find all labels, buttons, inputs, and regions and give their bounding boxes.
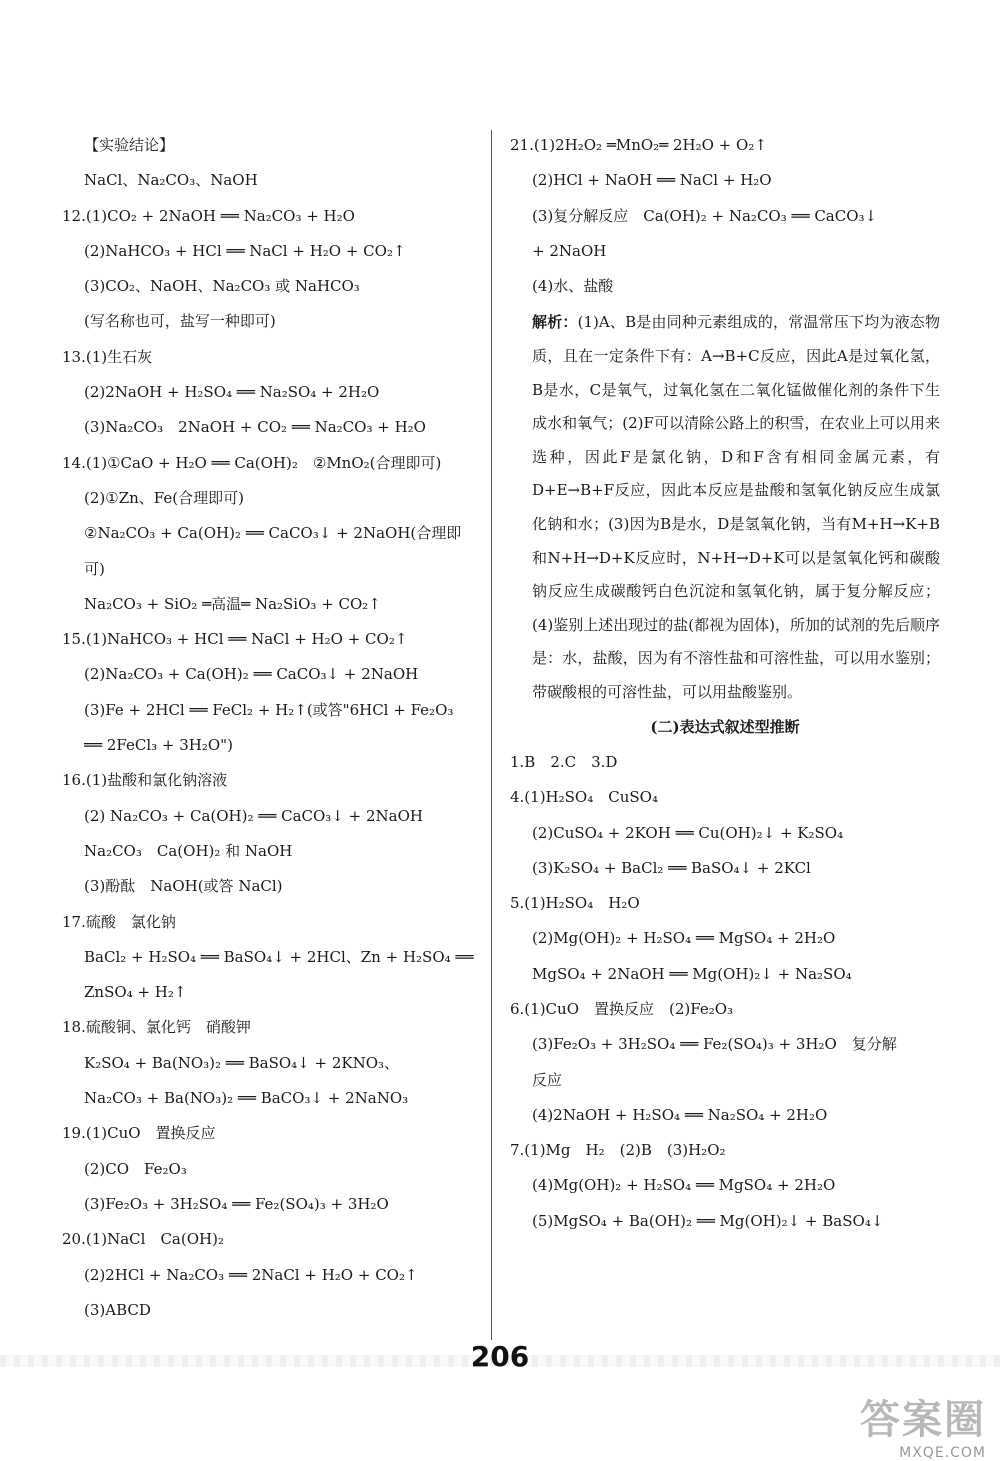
section-heading: (二)表达式叙述型推断 [650, 717, 800, 736]
answer-line: (3)Na₂CO₃ 2NaOH + CO₂ ══ Na₂CO₃ + H₂O [84, 418, 426, 437]
analysis-text: (1)A、B是由同种元素组成的，常温常压下均为液态物质，且在一定条件下有：A→B+C反应，因此A是过氧化氢，B是水，C是氧气，过氧化氢在二氧化锰做催化剂的条件下生成水和氧气；(2)F可以清除公路上的积雪，在农业上可以用来选种，因此F是氯化钠，D和F含有相同金属元素，有D+E→B+F反应，因此本反应是盐酸和氢氧化钠反应生成氯化钠和水；(3)因为B是水，D是氢氧化钠，当有M+H→K+B和N+H→D+K反应时，N+H→D+K可以是氢氧化钙和碳酸钠反应生成碳酸钙白色沉淀和氢氧化钠，属于复分解反应；(4)鉴别上述出现过的盐(都视为固体)，所加的试剂的先后顺序是：水，盐酸，因为有不溶性盐和可溶性盐，可以用水鉴别；带碳酸根的可溶性盐，可以用盐酸鉴别。 [532, 313, 940, 702]
answer-line: 18.硫酸铜、氯化钙 硝酸钾 [62, 1018, 251, 1037]
answer-line: 16.(1)盐酸和氯化钠溶液 [62, 771, 228, 790]
answer-line: (2)①Zn、Fe(合理即可) [84, 488, 244, 507]
analysis-paragraph [510, 306, 940, 709]
answer-line: 7.(1)Mg H₂ (2)B (3)H₂O₂ [510, 1141, 726, 1160]
answer-line: (5)MgSO₄ + Ba(OH)₂ ══ Mg(OH)₂↓ + BaSO₄↓ [532, 1211, 884, 1230]
answer-line: (3)ABCD [84, 1300, 151, 1319]
page-number: 206 [470, 1340, 530, 1373]
answer-line: (4)Mg(OH)₂ + H₂SO₄ ══ MgSO₄ + 2H₂O [532, 1176, 836, 1195]
answer-line: 可) [84, 559, 105, 578]
answer-line: ZnSO₄ + H₂↑ [84, 983, 187, 1002]
answer-line: (4)2NaOH + H₂SO₄ ══ Na₂SO₄ + 2H₂O [532, 1105, 828, 1124]
answer-line: + 2NaOH [532, 241, 607, 260]
answer-line: (3)Fe₂O₃ + 3H₂SO₄ ══ Fe₂(SO₄)₃ + 3H₂O 复分解 [532, 1035, 897, 1054]
answer-line: Na₂CO₃ + Ba(NO₃)₂ ══ BaCO₃↓ + 2NaNO₃ [84, 1089, 409, 1108]
answer-line: (4)水、盐酸 [532, 277, 614, 296]
answer-line: 19.(1)CuO 置换反应 [62, 1124, 216, 1143]
answer-line: K₂SO₄ + Ba(NO₃)₂ ══ BaSO₄↓ + 2KNO₃、 [84, 1053, 400, 1072]
answer-line: (2)Mg(OH)₂ + H₂SO₄ ══ MgSO₄ + 2H₂O [532, 929, 836, 948]
answer-line: (2)Na₂CO₃ + Ca(OH)₂ ══ CaCO₃↓ + 2NaOH [84, 665, 419, 684]
answer-line: MgSO₄ + 2NaOH ══ Mg(OH)₂↓ + Na₂SO₄ [532, 964, 852, 983]
answer-line: 17.硫酸 氯化钠 [62, 912, 176, 931]
answer-line: 1.B 2.C 3.D [510, 752, 618, 771]
watermark-title: 答案圈 [860, 1397, 986, 1443]
answer-line: (3)复分解反应 Ca(OH)₂ + Na₂CO₃ ══ CaCO₃↓ [532, 206, 878, 225]
section-answers [510, 745, 940, 1239]
answer-line: 6.(1)CuO 置换反应 (2)Fe₂O₃ [510, 999, 734, 1018]
answer-line: 【实验结论】 [84, 136, 175, 154]
answer-line: (2)HCl + NaOH ══ NaCl + H₂O [532, 171, 772, 190]
answer-line: (2)NaHCO₃ + HCl ══ NaCl + H₂O + CO₂↑ [84, 241, 406, 260]
answer-21-block [510, 128, 940, 304]
answer-line: 20.(1)NaCl Ca(OH)₂ [62, 1230, 224, 1249]
answer-line: (写名称也可，盐写一种即可) [84, 312, 276, 331]
answer-line: ②Na₂CO₃ + Ca(OH)₂ ══ CaCO₃↓ + 2NaOH(合理即 [84, 524, 462, 543]
answer-line: (3)CO₂、NaOH、Na₂CO₃ 或 NaHCO₃ [84, 277, 360, 296]
left-column [62, 128, 482, 1328]
answer-line: 4.(1)H₂SO₄ CuSO₄ [510, 788, 658, 807]
answer-line: (3)K₂SO₄ + BaCl₂ ══ BaSO₄↓ + 2KCl [532, 858, 811, 877]
answer-line: (3)Fe₂O₃ + 3H₂SO₄ ══ Fe₂(SO₄)₃ + 3H₂O [84, 1194, 389, 1213]
answer-line: 13.(1)生石灰 [62, 347, 153, 366]
answer-line: 21.(1)2H₂O₂ ═MnO₂═ 2H₂O + O₂↑ [510, 136, 767, 154]
column-divider [491, 130, 492, 1340]
answer-line: Na₂CO₃ + SiO₂ ═高温═ Na₂SiO₃ + CO₂↑ [84, 594, 381, 613]
answer-line: BaCl₂ + H₂SO₄ ══ BaSO₄↓ + 2HCl、Zn + H₂SO₄ ══ [84, 947, 474, 966]
answer-line: (2) Na₂CO₃ + Ca(OH)₂ ══ CaCO₃↓ + 2NaOH [84, 806, 423, 825]
answer-line: 15.(1)NaHCO₃ + HCl ══ NaCl + H₂O + CO₂↑ [62, 630, 408, 649]
answer-line: 12.(1)CO₂ + 2NaOH ══ Na₂CO₃ + H₂O [62, 206, 355, 225]
answer-line: 反应 [532, 1070, 563, 1089]
watermark-logo [860, 1388, 986, 1461]
answer-line: ══ 2FeCl₃ + 3H₂O") [84, 736, 233, 755]
answer-line: 14.(1)①CaO + H₂O ══ Ca(OH)₂ ②MnO₂(合理即可) [62, 453, 442, 472]
analysis-label: 解析： [532, 313, 578, 332]
answer-line: (2)CuSO₄ + 2KOH ══ Cu(OH)₂↓ + K₂SO₄ [532, 823, 844, 842]
answer-line: NaCl、Na₂CO₃、NaOH [84, 171, 258, 190]
answer-line: (3)Fe + 2HCl ══ FeCl₂ + H₂↑(或答"6HCl + Fe₂O₃ [84, 700, 454, 719]
answer-line: (2)CO Fe₂O₃ [84, 1159, 187, 1178]
watermark-url: MXQE.COM [899, 1445, 986, 1461]
answer-line: Na₂CO₃ Ca(OH)₂ 和 NaOH [84, 841, 293, 860]
answer-line: (2)2HCl + Na₂CO₃ ══ 2NaCl + H₂O + CO₂↑ [84, 1265, 418, 1284]
answer-line: (3)酚酞 NaOH(或答 NaCl) [84, 877, 283, 896]
answer-line: (2)2NaOH + H₂SO₄ ══ Na₂SO₄ + 2H₂O [84, 383, 380, 402]
answer-line: 5.(1)H₂SO₄ H₂O [510, 894, 640, 913]
right-column [510, 128, 940, 1239]
